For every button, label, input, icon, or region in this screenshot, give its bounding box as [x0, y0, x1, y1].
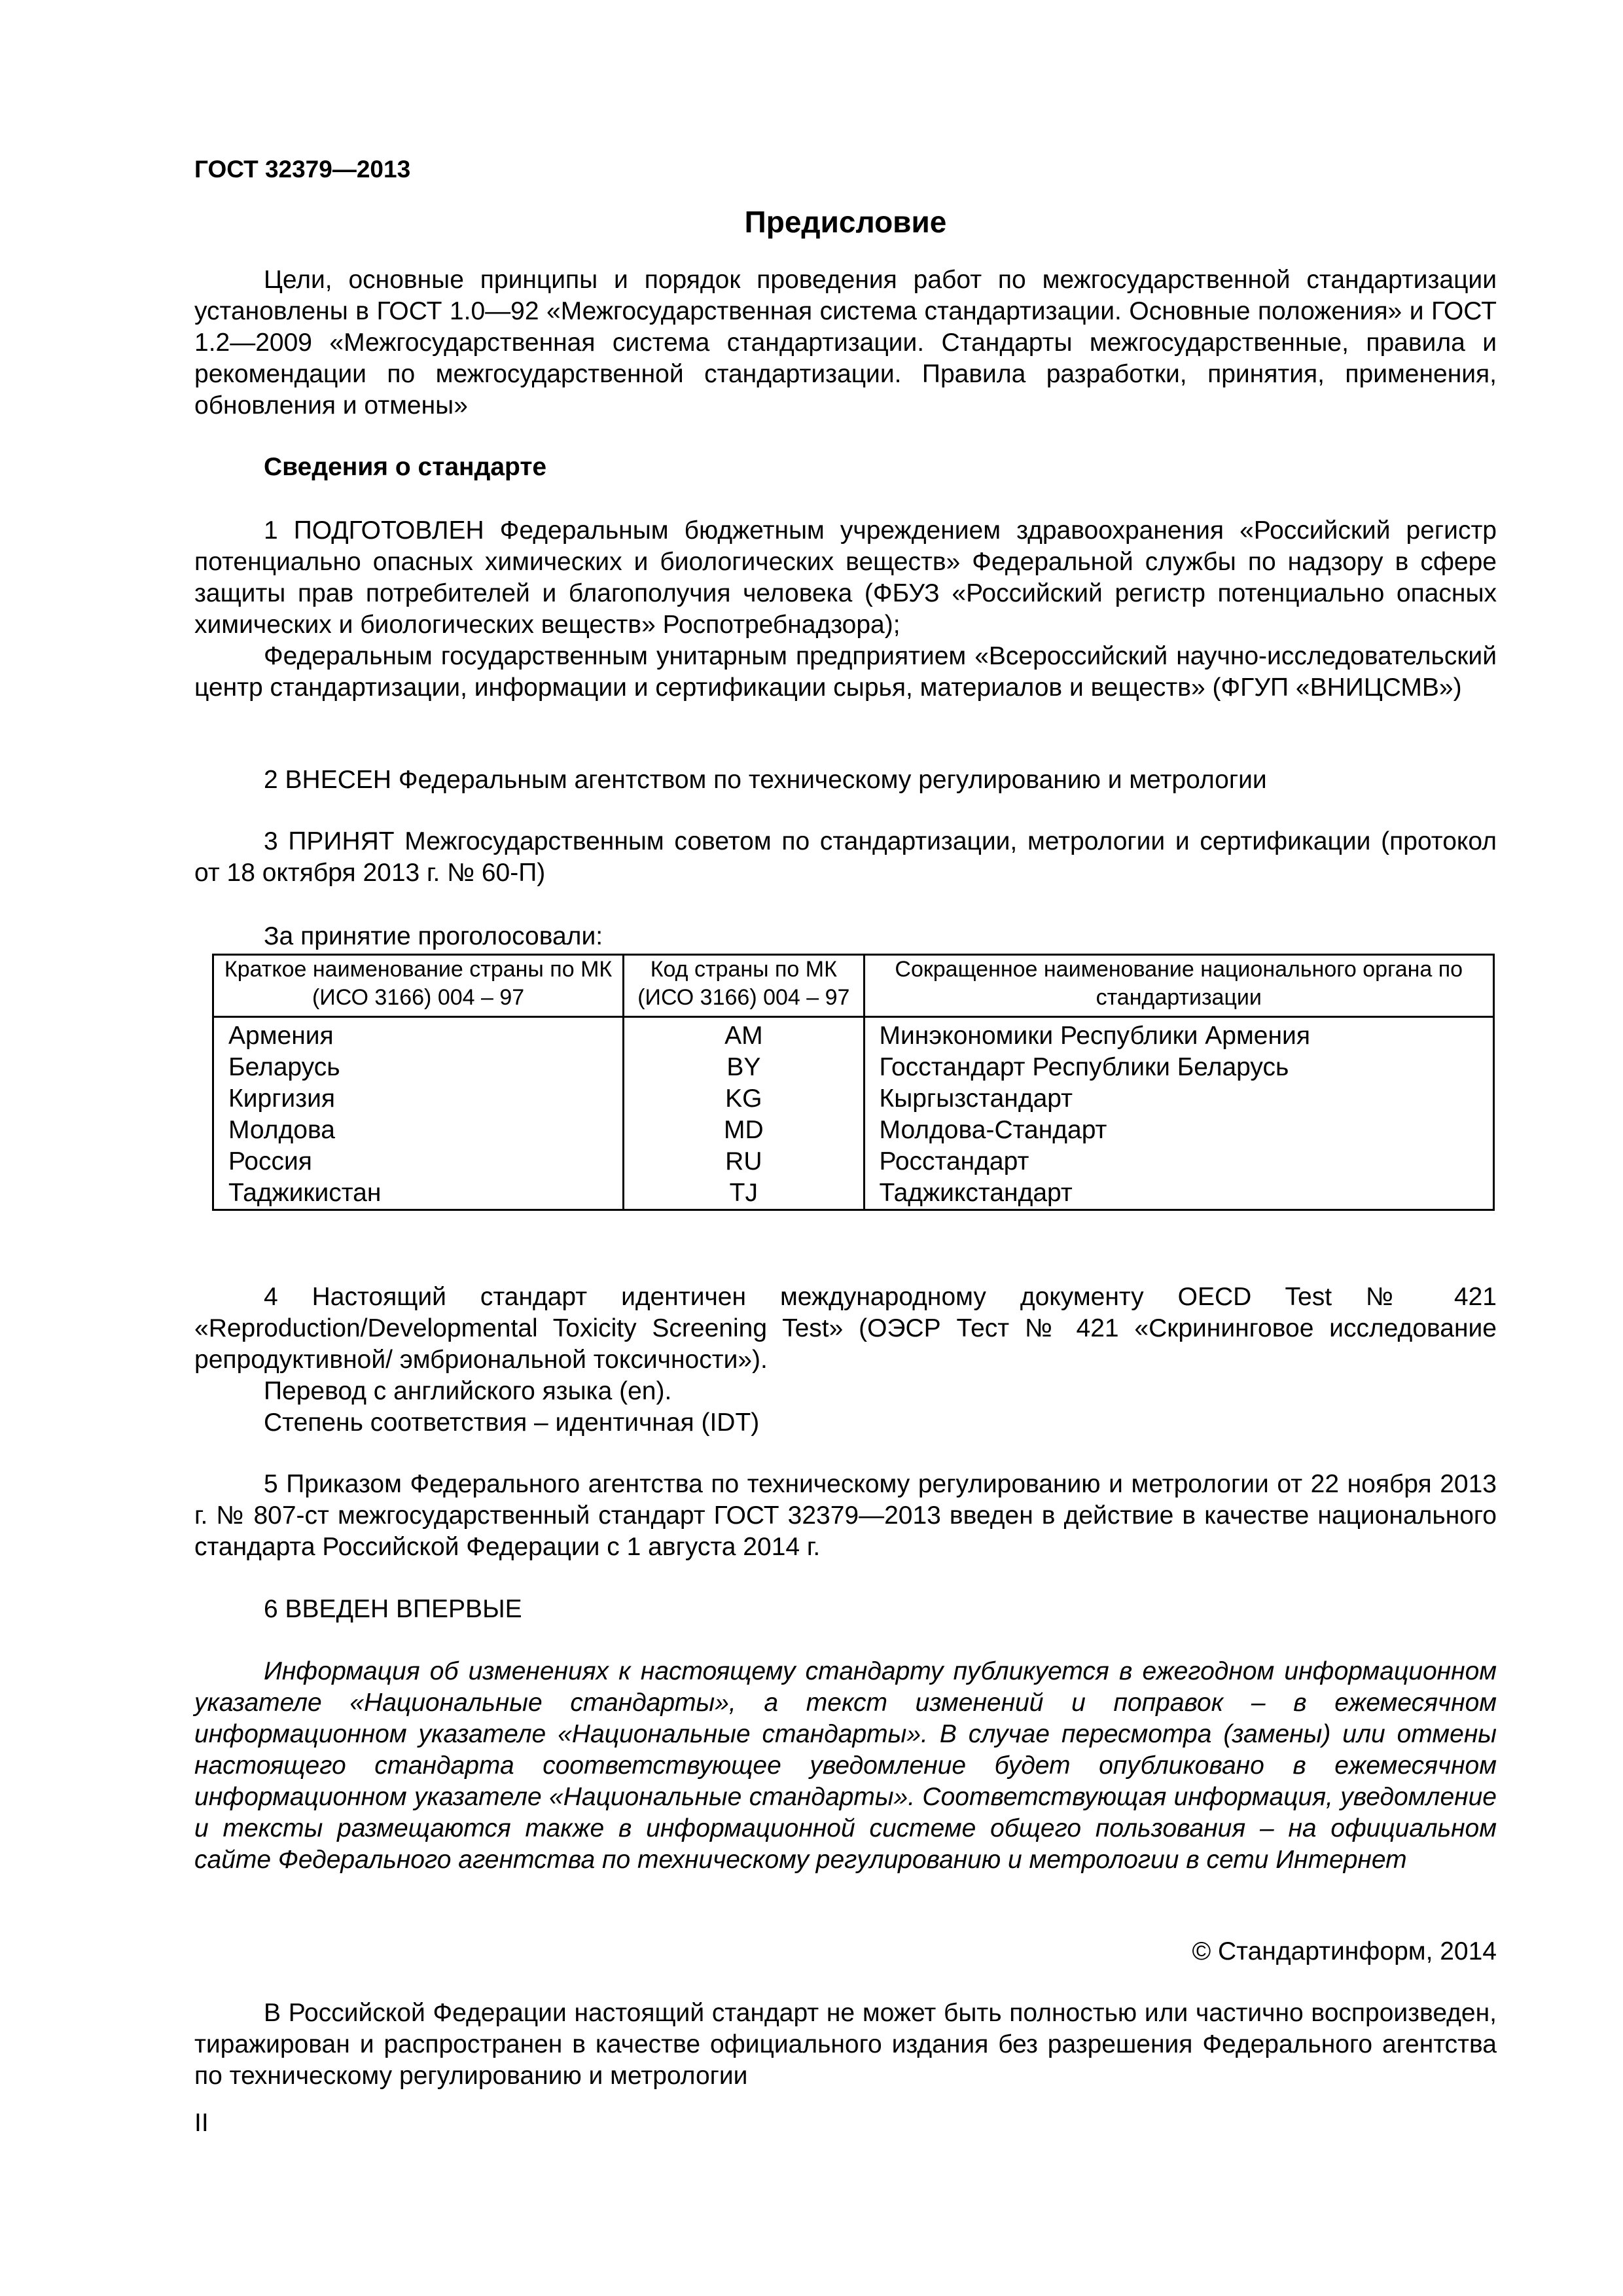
- item-6-paragraph: 6 ВВЕДЕН ВПЕРВЫЕ: [264, 1595, 522, 1623]
- conformity-line: Степень соответствия – идентичная (IDT): [264, 1408, 760, 1437]
- code-cell: KG: [624, 1083, 864, 1115]
- header-country-name: Краткое наименование страны по МК (ИСО 3166) 004 – 97: [213, 955, 624, 1017]
- code-cell: TJ: [624, 1177, 864, 1210]
- intro-paragraph: Цели, основные принципы и порядок проведения работ по межгосударственной стандартизации установлены в ГОСТ 1.0—92 «Межгосударственная система стандартизации. Основные положения» и ГОСТ 1.2—2009 «Межгосударственная система стандартизации. Стандарты межгосударственные, правила и рекомендации по межгосударственной стандартизации. Правила разработки, принятия, применения, обновления и отмены»: [194, 266, 1497, 420]
- table-row: [213, 1052, 1494, 1083]
- table-row: [213, 1115, 1494, 1146]
- section-heading: Сведения о стандарте: [264, 453, 547, 481]
- page-number: II: [194, 2109, 209, 2137]
- reproduction-notice: В Российской Федерации настоящий стандарт не может быть полностью или частично воспроизведен, тиражирован и распространен в качестве официального издания без разрешения Федерального агентства по техническому регулированию и метрологии: [194, 1999, 1497, 2090]
- item-2-paragraph: 2 ВНЕСЕН Федеральным агентством по техническому регулированию и метрологии: [264, 766, 1267, 794]
- country-cell: Беларусь: [213, 1052, 624, 1083]
- page-title: Предисловие: [744, 205, 947, 239]
- code-cell: MD: [624, 1115, 864, 1146]
- body-cell: Кыргызстандарт: [864, 1083, 1493, 1115]
- amendments-info-paragraph: Информация об изменениях к настоящему стандарту публикуется в ежегодном информационном указателе «Национальные стандарты», а текст изменений и поправок – в ежемесячном информационном указателе «Национальные стандарты». В случае пересмотра (замены) или отмены настоящего стандарта соответствующее уведомление будет опубликовано в ежемесячном информационном указателе «Национальные стандарты». Соответствующая информация, уведомление и тексты размещаются также в информационной системе общего пользования – на официальном сайте Федерального агентства по техническому регулированию и метрологии в сети Интернет: [194, 1657, 1497, 1874]
- code-cell: AM: [624, 1017, 864, 1052]
- table-header-row: [213, 955, 1494, 1017]
- table-row: [213, 1146, 1494, 1177]
- header-standards-body: Сокращенное наименование национального органа по стандартизации: [864, 955, 1493, 1017]
- item-4-paragraph: 4 Настоящий стандарт идентичен международному документу OECD Test № 421 «Reproduction/Developmental Toxicity Screening Test» (ОЭСР Тест № 421 «Скрининговое исследование репродуктивной/ эмбриональной токсичности»).: [194, 1283, 1497, 1374]
- document-number-header: ГОСТ 32379—2013: [194, 156, 411, 183]
- table-row: [213, 1083, 1494, 1115]
- country-cell: Киргизия: [213, 1083, 624, 1115]
- code-cell: RU: [624, 1146, 864, 1177]
- item-1-second-paragraph: Федеральным государственным унитарным предприятием «Всероссийский научно-исследовательский центр стандартизации, информации и сертификации сырья, материалов и веществ» (ФГУП «ВНИЦСМВ»): [194, 642, 1497, 702]
- translation-line: Перевод с английского языка (en).: [264, 1377, 672, 1405]
- voted-label: За принятие проголосовали:: [264, 922, 603, 950]
- body-cell: Госстандарт Республики Беларусь: [864, 1052, 1493, 1083]
- voting-countries-table: [212, 954, 1495, 1211]
- country-cell: Армения: [213, 1017, 624, 1052]
- body-cell: Минэкономики Республики Армения: [864, 1017, 1493, 1052]
- table-row: [213, 1177, 1494, 1210]
- item-1-paragraph: 1 ПОДГОТОВЛЕН Федеральным бюджетным учреждением здравоохранения «Российский регистр потенциально опасных химических и биологических веществ» Федеральной службы по надзору в сфере защиты прав потребителей и благополучия человека (ФБУЗ «Российский регистр потенциально опасных химических и биологических веществ» Роспотребнадзора);: [194, 516, 1497, 639]
- country-cell: Россия: [213, 1146, 624, 1177]
- copyright-line: © Стандартинформ, 2014: [1192, 1937, 1497, 1965]
- body-cell: Росстандарт: [864, 1146, 1493, 1177]
- body-cell: Молдова-Стандарт: [864, 1115, 1493, 1146]
- body-cell: Таджикстандарт: [864, 1177, 1493, 1210]
- header-country-code: Код страны по МК (ИСО 3166) 004 – 97: [624, 955, 864, 1017]
- country-cell: Молдова: [213, 1115, 624, 1146]
- country-cell: Таджикистан: [213, 1177, 624, 1210]
- item-5-paragraph: 5 Приказом Федерального агентства по техническому регулированию и метрологии от 22 ноября 2013 г. № 807-ст межгосударственный стандарт ГОСТ 32379—2013 введен в действие в качестве национального стандарта Российской Федерации с 1 августа 2014 г.: [194, 1470, 1497, 1561]
- table-row: [213, 1017, 1494, 1052]
- code-cell: BY: [624, 1052, 864, 1083]
- item-3-paragraph: 3 ПРИНЯТ Межгосударственным советом по стандартизации, метрологии и сертификации (протокол от 18 октября 2013 г. № 60-П): [194, 827, 1497, 887]
